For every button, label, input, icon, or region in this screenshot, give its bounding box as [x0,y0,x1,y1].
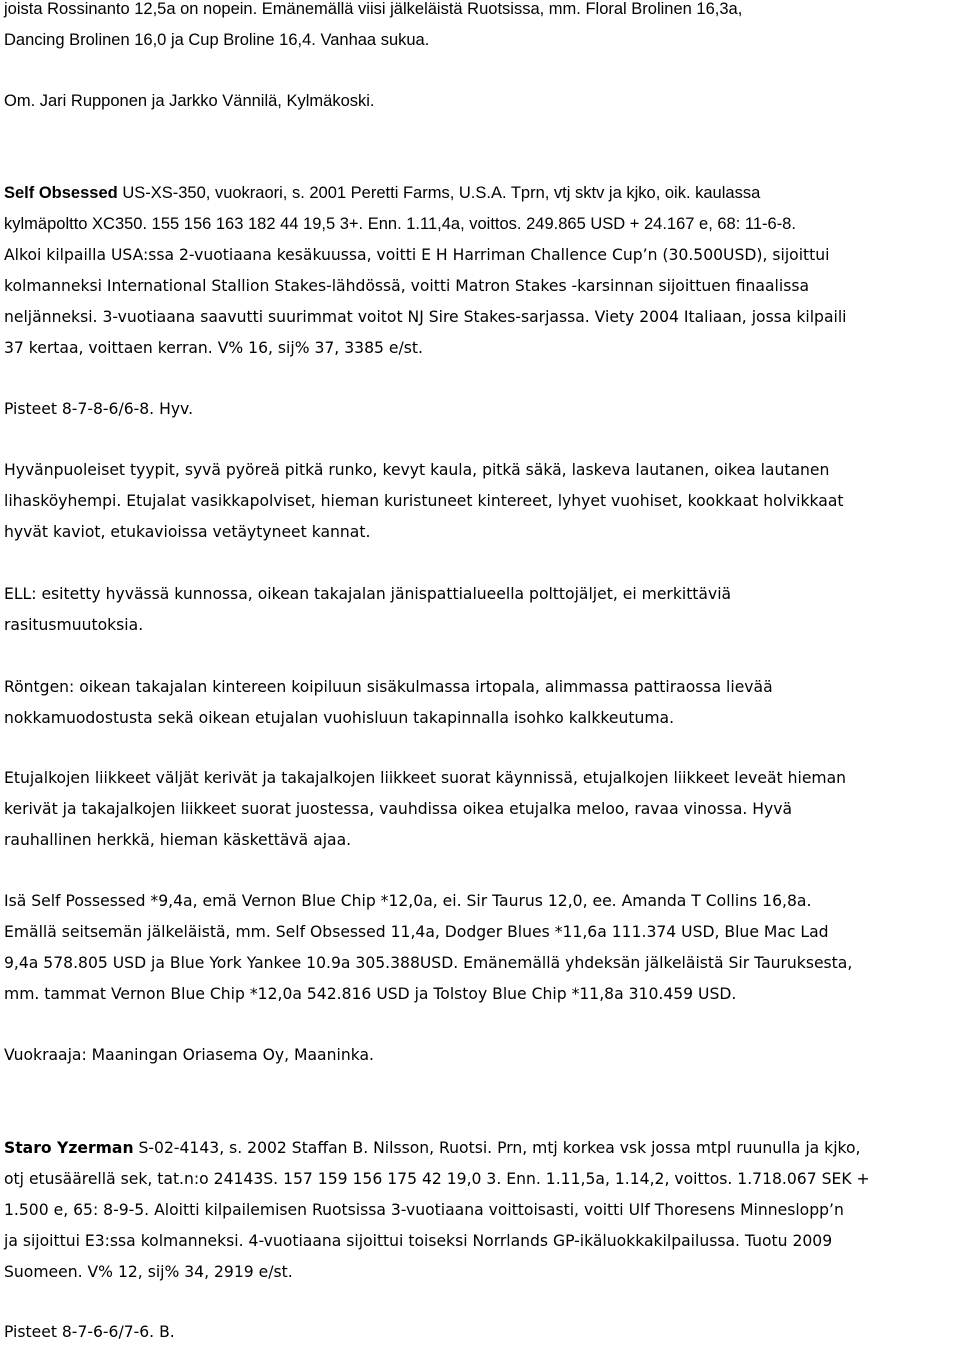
paragraph-previous-entry-end [4,0,742,56]
text-span: US-XS-350, vuokraori, s. 2001 Peretti Farms, U.S.A. Tprn, vtj sktv ja kjko, oik. kaulassa [117,184,761,202]
text-line: 37 kertaa, voittaen kerran. V% 16, sij% 37, 3385 e/st. [4,339,423,357]
paragraph-scores-2 [4,1317,175,1348]
paragraph-staro-yzerman [4,1133,870,1288]
horse-name: Self Obsessed [4,184,118,202]
text-line: Dancing Brolinen 16,0 ja Cup Broline 16,4. Vanhaa sukua. [4,31,430,49]
text-line [4,178,847,209]
paragraph-scores [4,394,193,425]
text-line: joista Rossinanto 12,5a on nopein. Emänemällä viisi jälkeläistä Ruotsissa, mm. Floral Brolinen 16,3a, [4,0,743,18]
text-line: Pisteet 8-7-8-6/6-8. Hyv. [4,400,194,418]
text-line: Etujalkojen liikkeet väljät kerivät ja takajalkojen liikkeet suorat käynnissä, etujalkojen liikkeet leveät hieman [4,769,847,787]
paragraph-vet-exam [4,579,731,641]
text-line: Vuokraaja: Maaningan Oriasema Oy, Maaninka. [4,1046,374,1064]
text-line: nokkamuodostusta sekä oikean etujalan vuohisluun takapinnalla isohko kalkkeutuma. [4,709,675,727]
paragraph-movement [4,763,846,856]
text-line: Alkoi kilpailla USA:ssa 2-vuotiaana kesäkuussa, voitti E H Harriman Challence Cup’n (30.500USD), sijoittui [4,246,830,264]
text-line: kylmäpoltto XC350. 155 156 163 182 44 19,5 3+. Enn. 1.11,4a, voittos. 249.865 USD + 24.167 e, 68: 11-6-8. [4,215,796,233]
text-line: kolmanneksi International Stallion Stakes-lähdössä, voitti Matron Stakes -karsinnan sijoittuen finaalissa [4,277,810,295]
paragraph-pedigree [4,886,852,1010]
paragraph-self-obsessed [4,178,847,364]
text-line: kerivät ja takajalkojen liikkeet suorat juostessa, vauhdissa oikea etujalka meloo, ravaa vinossa. Hyvä [4,800,793,818]
text-line: rasitusmuutoksia. [4,616,144,634]
text-line: Röntgen: oikean takajalan kintereen koipiluun sisäkulmassa irtopala, alimmassa pattiraossa lievää [4,678,773,696]
text-line: Pisteet 8-7-6-6/7-6. B. [4,1323,175,1341]
text-line: lihasköyhempi. Etujalat vasikkapolviset, hieman kuristuneet kintereet, lyhyet vuohiset, kookkaat holvikkaat [4,492,844,510]
text-line: Suomeen. V% 12, sij% 34, 2919 e/st. [4,1263,293,1281]
text-line: rauhallinen herkkä, hieman käskettävä ajaa. [4,831,352,849]
text-line: 9,4a 578.805 USD ja Blue York Yankee 10.9a 305.388USD. Emänemällä yhdeksän jälkeläistä Sir Tauruksesta, [4,954,853,972]
text-span: S-02-4143, s. 2002 Staffan B. Nilsson, Ruotsi. Prn, mtj korkea vsk jossa mtpl ruunulla ja kjko, [133,1139,861,1157]
text-line: ELL: esitetty hyvässä kunnossa, oikean takajalan jänispattialueella polttojäljet, ei merkittäviä [4,585,732,603]
text-line: hyvät kaviot, etukavioissa vetäytyneet kannat. [4,523,371,541]
text-line: Om. Jari Rupponen ja Jarkko Vännilä, Kylmäkoski. [4,92,375,110]
text-line: Hyvänpuoleiset tyypit, syvä pyöreä pitkä runko, kevyt kaula, pitkä säkä, laskeva lautanen, oikea lautanen [4,461,830,479]
text-line [4,1133,870,1164]
text-line: mm. tammat Vernon Blue Chip *12,0a 542.816 USD ja Tolstoy Blue Chip *11,8a 310.459 USD. [4,985,737,1003]
paragraph-lessee [4,1040,374,1071]
text-line: 1.500 e, 65: 8-9-5. Aloitti kilpailemisen Ruotsissa 3-vuotiaana voittoisasti, voitti Ulf Thoresens Minneslopp’n [4,1201,844,1219]
text-line: Isä Self Possessed *9,4a, emä Vernon Blue Chip *12,0a, ei. Sir Taurus 12,0, ee. Amanda T Collins 16,8a. [4,892,812,910]
text-line: ja sijoittui E3:ssa kolmanneksi. 4-vuotiaana sijoittui toiseksi Norrlands GP-ikäluokkakilpailussa. Tuotu 2009 [4,1232,833,1250]
paragraph-conformation [4,455,844,548]
text-line: Emällä seitsemän jälkeläistä, mm. Self Obsessed 11,4a, Dodger Blues *11,6a 111.374 USD, Blue Mac Lad [4,923,829,941]
paragraph-xray [4,672,773,734]
paragraph-owners [4,86,375,117]
horse-name: Staro Yzerman [4,1139,134,1157]
text-line: neljänneksi. 3-vuotiaana saavutti suurimmat voitot NJ Sire Stakes-sarjassa. Viety 2004 Italiaan, jossa kilpaili [4,308,847,326]
text-line: otj etusäärellä sek, tat.n:o 24143S. 157 159 156 175 42 19,0 3. Enn. 1.11,5a, 1.14,2, voittos. 1.718.067 SEK + [4,1170,870,1188]
